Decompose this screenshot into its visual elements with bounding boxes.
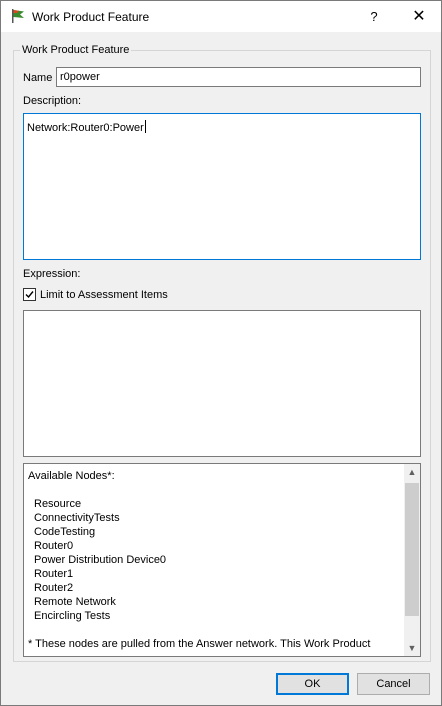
window-title: Work Product Feature: [32, 10, 150, 24]
checkmark-icon: [25, 290, 34, 299]
node-item: Power Distribution Device0: [34, 554, 167, 566]
vertical-scrollbar[interactable]: [404, 464, 420, 656]
help-button[interactable]: ?: [370, 9, 378, 24]
node-item: CodeTesting: [34, 526, 96, 538]
node-item: Resource: [34, 498, 82, 510]
limit-to-assessment-checkbox[interactable]: [23, 288, 36, 301]
close-button[interactable]: ✕: [412, 8, 426, 25]
description-textarea[interactable]: [23, 113, 421, 260]
name-input[interactable]: r0power: [56, 67, 421, 87]
cancel-button[interactable]: Cancel: [357, 673, 430, 695]
available-nodes-content: [28, 469, 403, 651]
name-label: Name: [23, 72, 53, 84]
description-label: Description:: [23, 95, 82, 107]
group-legend: Work Product Feature: [22, 44, 130, 56]
node-item: Remote Network: [34, 596, 116, 608]
available-nodes-heading: Available Nodes*:: [28, 470, 115, 482]
node-item: Encircling Tests: [34, 610, 111, 622]
node-item: Router1: [34, 568, 74, 580]
text-caret: [145, 120, 146, 133]
limit-to-assessment-label: Limit to Assessment Items: [40, 289, 168, 301]
nodes-footnote: * These nodes are pulled from the Answer network. This Work Product: [28, 638, 371, 650]
app-flag-icon: [10, 8, 26, 24]
scroll-down-arrow-icon[interactable]: ▼: [407, 643, 417, 653]
scroll-up-arrow-icon[interactable]: ▲: [407, 467, 417, 477]
node-item: ConnectivityTests: [34, 512, 120, 524]
expression-textarea[interactable]: [23, 310, 421, 457]
ok-button[interactable]: OK: [276, 673, 349, 695]
title-bar: [1, 1, 441, 32]
expression-label: Expression:: [23, 268, 81, 280]
node-item: Router0: [34, 540, 74, 552]
available-nodes-panel[interactable]: [23, 463, 421, 657]
scrollbar-thumb[interactable]: [405, 483, 419, 616]
node-item: Router2: [34, 582, 74, 594]
description-text: Network:Router0:Power: [27, 122, 144, 134]
